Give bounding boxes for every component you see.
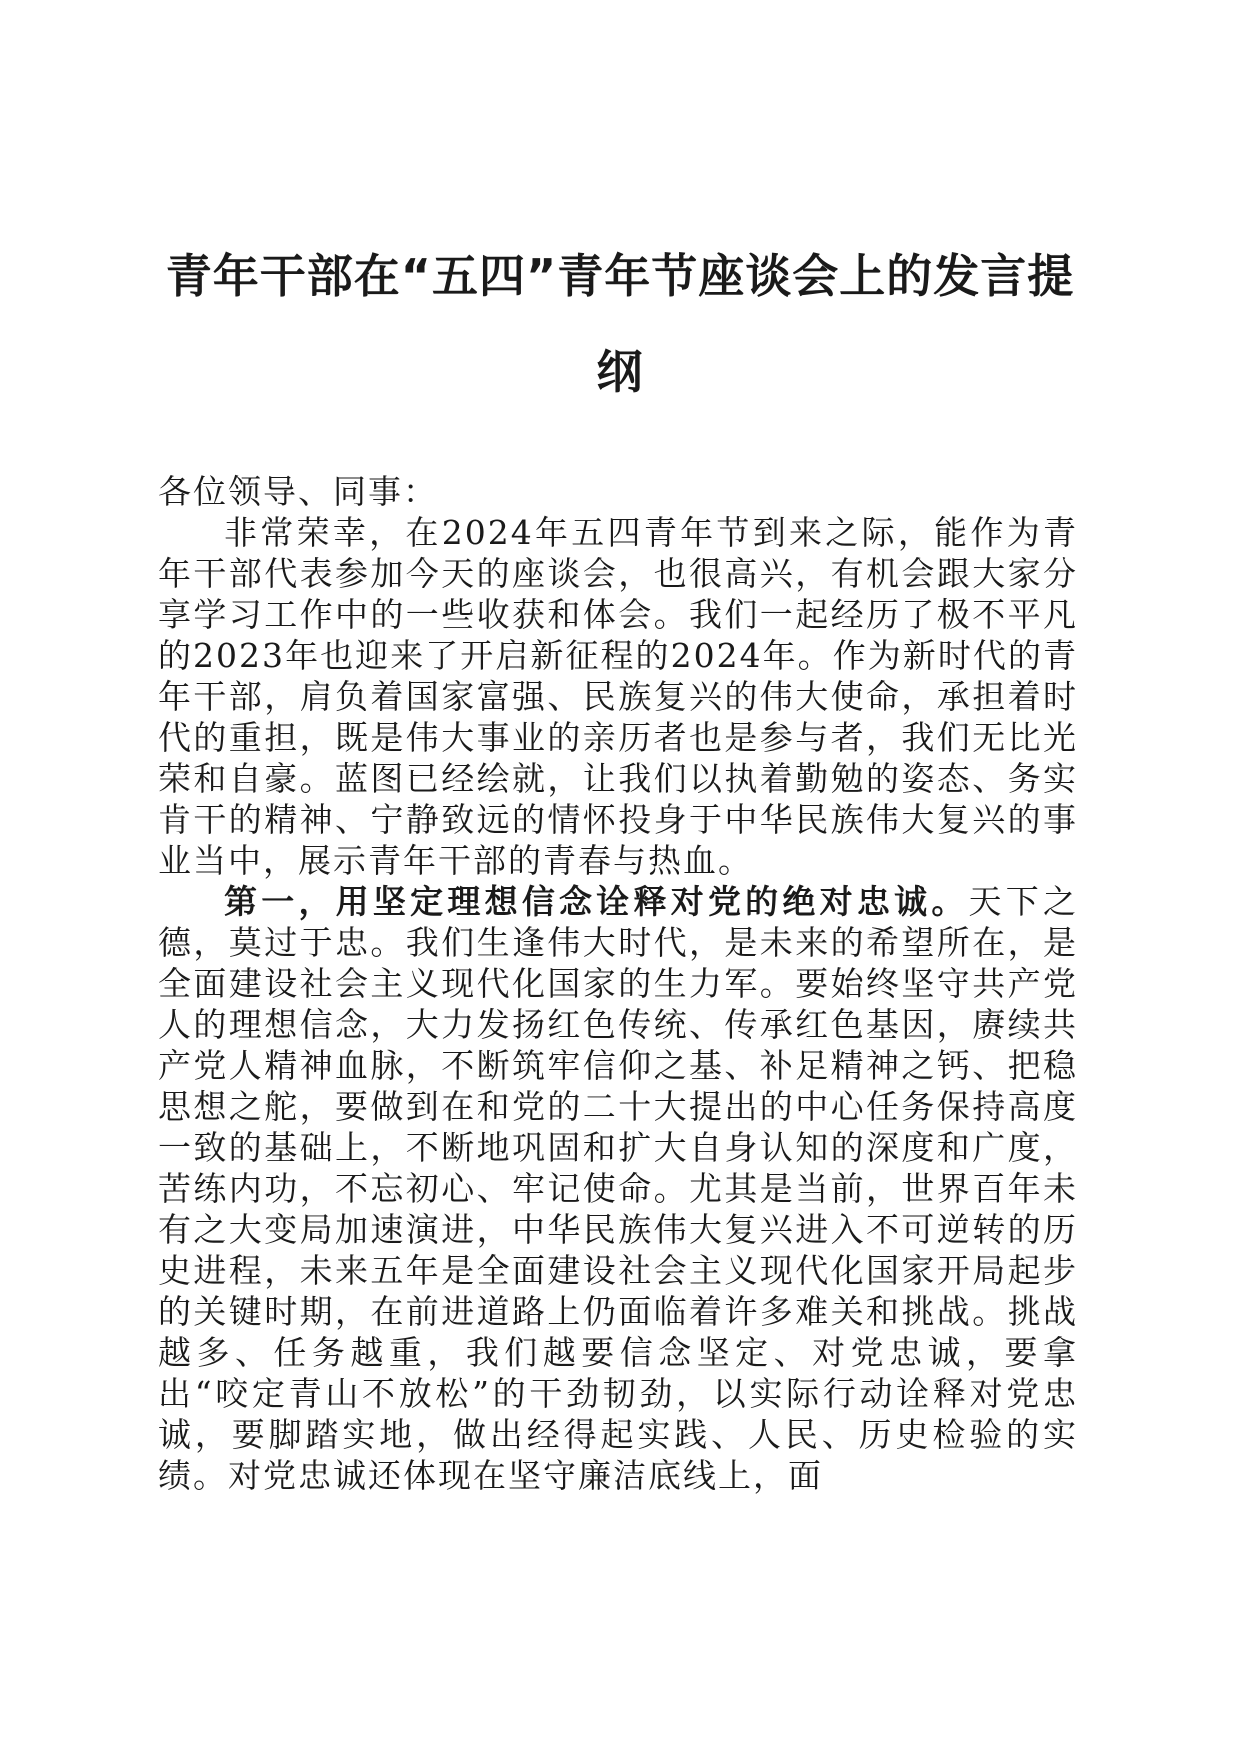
section-one-heading: 第一，用坚定理想信念诠释对党的绝对忠诚。 [224, 882, 969, 921]
document-title: 青年干部在“五四”青年节座谈会上的发言提纲 [165, 249, 1075, 399]
section-one-body: 天下之德，莫过于忠。我们生逢伟大时代，是未来的希望所在，是全面建设社会主义现代化国家的生力军。要始终坚守共产党人的理想信念，大力发扬红色传统、传承红色基因，赓续共产党人精神血脉，不断筑牢信仰之基、补足精神之钙、把稳思想之舵，要做到在和党的二十大提出的中心任务保持高度一致的基础上，不断地巩固和扩大自身认知的深度和广度，苦练内功，不忘初心、牢记使命。尤其是当前，世界百年未有之大变局加速演进，中华民族伟大复兴进入不可逆转的历史进程，未来五年是全面建设社会主义现代化国家开局起步的关键时期，在前进道路上仍面临着许多难关和挑战。挑战越多、任务越重，我们越要信念坚定、对党忠诚，要拿出“咬定青山不放松”的干劲韧劲，以实际行动诠释对党忠诚，要脚踏实地，做出经得起实践、人民、历史检验的实绩。对党忠诚还体现在坚守廉洁底线上，面 [158, 882, 1079, 1495]
section-one-paragraph [158, 881, 1078, 1496]
salutation: 各位领导、同事： [158, 472, 438, 511]
document-body [158, 471, 1078, 1496]
opening-paragraph: 非常荣幸，在2024年五四青年节到来之际，能作为青年干部代表参加今天的座谈会，也很高兴，有机会跟大家分享学习工作中的一些收获和体会。我们一起经历了极不平凡的2023年也迎来了开启新征程的2024年。作为新时代的青年干部，肩负着国家富强、民族复兴的伟大使命，承担着时代的重担，既是伟大事业的亲历者也是参与者，我们无比光荣和自豪。蓝图已经绘就，让我们以执着勤勉的姿态、务实肯干的精神、宁静致远的情怀投身于中华民族伟大复兴的事业当中，展示青年干部的青春与热血。 [158, 513, 1078, 880]
